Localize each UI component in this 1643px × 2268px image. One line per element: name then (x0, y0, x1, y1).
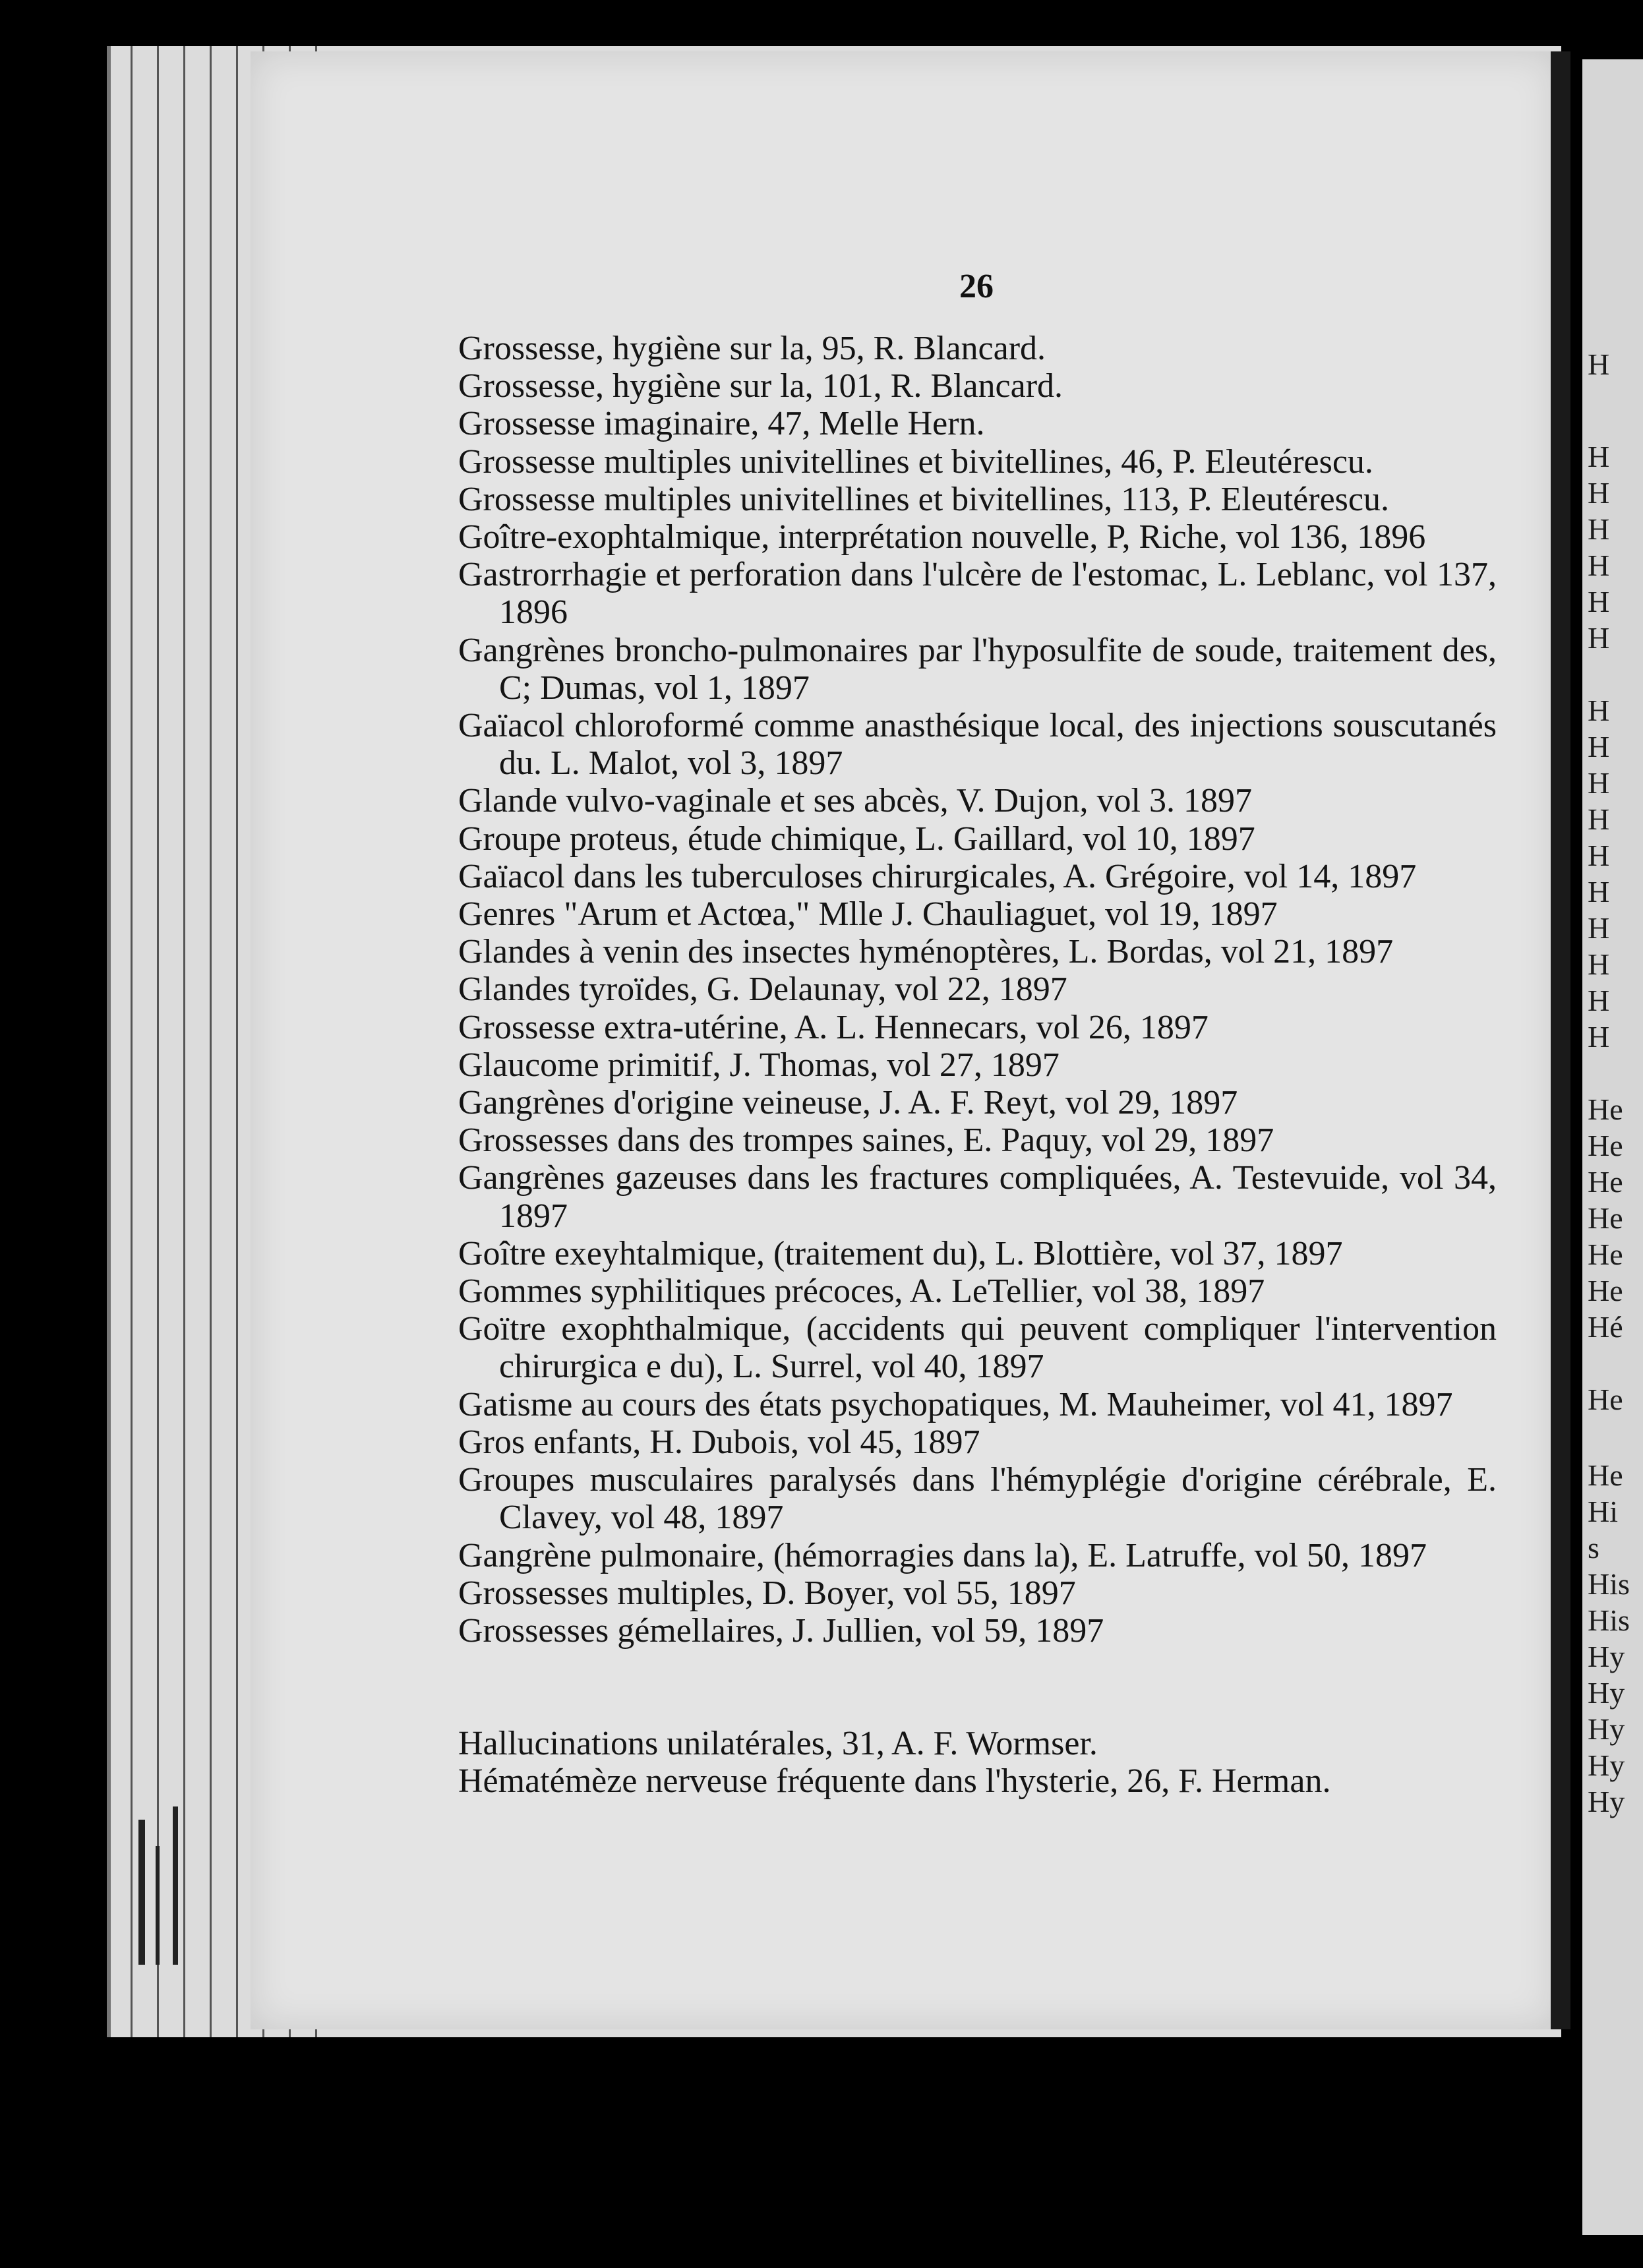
facing-page-letter: H (1588, 802, 1610, 836)
entries-g-section (458, 330, 1497, 1650)
facing-page-letter: Hy (1588, 1748, 1625, 1782)
facing-page-letter: H (1588, 730, 1610, 763)
stack-edge-line (183, 46, 185, 2037)
scan-artifact-mark (138, 1820, 145, 1965)
index-entry: Gangrènes gazeuses dans les fractures compliquées, A. Testevuide, vol 34, 1897 (458, 1159, 1497, 1235)
facing-page-letter: H (1588, 549, 1610, 582)
facing-page-fragment (1582, 59, 1643, 2235)
index-entry: Grossesse, hygiène sur la, 101, R. Blancard. (458, 367, 1063, 405)
index-entry: Grossesse extra-utérine, A. L. Hennecars, vol 26, 1897 (458, 1008, 1209, 1046)
index-entry: Gommes syphilitiques précoces, A. LeTellier, vol 38, 1897 (458, 1272, 1265, 1311)
index-entry: Glaucome primitif, J. Thomas, vol 27, 1897 (458, 1046, 1060, 1084)
stack-edge-line (157, 46, 159, 2037)
facing-page-letter: H (1588, 766, 1610, 800)
index-entry: Goïtre exophthalmique, (accidents qui peuvent compliquer l'intervention chirurgica e du), L. Surrel, vol 40, 1897 (458, 1310, 1497, 1386)
facing-page-letter: H (1588, 512, 1610, 546)
index-entry: Gangrènes broncho-pulmonaires par l'hyposulfite de soude, traitement des, C; Dumas, vol 1, 1897 (458, 631, 1497, 707)
section-gap (458, 1650, 1497, 1725)
facing-page-letter: He (1588, 1458, 1623, 1492)
page-gutter-shadow (1551, 51, 1570, 2029)
index-entry: Glandes tyroïdes, G. Delaunay, vol 22, 1897 (458, 970, 1067, 1009)
facing-page-letter: s (1588, 1531, 1599, 1565)
facing-page-letter: He (1588, 1129, 1623, 1162)
facing-page-letter: H (1588, 1020, 1610, 1054)
index-entry: Gaïacol dans les tuberculoses chirurgicales, A. Grégoire, vol 14, 1897 (458, 857, 1417, 895)
facing-page-letter: He (1588, 1274, 1623, 1307)
facing-page-letter: H (1588, 476, 1610, 510)
facing-page-letter: Hy (1588, 1676, 1625, 1710)
facing-page-letter: He (1588, 1383, 1623, 1416)
index-entry: Glandes à venin des insectes hyménoptères, L. Bordas, vol 21, 1897 (458, 933, 1394, 971)
index-entry: Gaïacol chloroformé comme anasthésique local, des injections souscutanés du. L. Malot, vol 3, 1897 (458, 707, 1497, 783)
index-entry: Grossesses dans des trompes saines, E. Paquy, vol 29, 1897 (458, 1121, 1274, 1160)
facing-page-letter: H (1588, 839, 1610, 872)
index-entry: Genres "Arum et Actœa," Mlle J. Chauliaguet, vol 19, 1897 (458, 895, 1278, 934)
page-number: 26 (959, 268, 994, 305)
index-entries (458, 330, 1497, 1801)
index-entry: Gangrènes d'origine veineuse, J. A. F. Reyt, vol 29, 1897 (458, 1084, 1238, 1122)
facing-page-letter: H (1588, 947, 1610, 981)
index-entry: Grossesse, hygiène sur la, 95, R. Blancard. (458, 330, 1046, 367)
index-entry: Gros enfants, H. Dubois, vol 45, 1897 (458, 1423, 980, 1461)
index-entry: Gatisme au cours des états psychopatiques, M. Mauheimer, vol 41, 1897 (458, 1385, 1453, 1423)
stack-edge-line (131, 46, 133, 2037)
index-entry: Goître-exophtalmique, interprétation nouvelle, P, Riche, vol 136, 1896 (458, 518, 1426, 556)
facing-page-letter: H (1588, 984, 1610, 1017)
index-entry: Hallucinations unilatérales, 31, A. F. Wormser. (458, 1725, 1098, 1763)
facing-page-letter: He (1588, 1238, 1623, 1271)
index-entry: Grossesse multiples univitellines et bivitellines, 46, P. Eleutérescu. (458, 442, 1373, 481)
index-entry: Grossesses multiples, D. Boyer, vol 55, 1897 (458, 1574, 1076, 1612)
facing-page-letter: Hé (1588, 1310, 1623, 1344)
index-entry: Gangrène pulmonaire, (hémorragies dans la), E. Latruffe, vol 50, 1897 (458, 1536, 1427, 1574)
index-entry: Hématémèze nerveuse fréquente dans l'hysterie, 26, F. Herman. (458, 1762, 1331, 1801)
index-entry: Goître exeyhtalmique, (traitement du), L. Blottière, vol 37, 1897 (458, 1234, 1343, 1272)
scan-artifact-mark (156, 1846, 160, 1965)
facing-page-letter: H (1588, 875, 1610, 909)
facing-page-letter: H (1588, 440, 1610, 473)
facing-page-letter: H (1588, 621, 1610, 655)
scan-artifact-mark (173, 1806, 178, 1965)
facing-page-letter: His (1588, 1603, 1630, 1637)
facing-page-letter: H (1588, 694, 1610, 727)
facing-page-letter: He (1588, 1201, 1623, 1235)
facing-page-letter: Hy (1588, 1785, 1625, 1818)
facing-page-letter: He (1588, 1165, 1623, 1199)
facing-page-letter: He (1588, 1092, 1623, 1126)
index-entry: Grossesse multiples univitellines et bivitellines, 113, P. Eleutérescu. (458, 480, 1389, 518)
facing-page-letter: His (1588, 1567, 1630, 1601)
index-entry: Grossesse imaginaire, 47, Melle Hern. (458, 405, 985, 443)
index-entry: Groupes musculaires paralysés dans l'hémyplégie d'origine cérébrale, E. Clavey, vol 48, 1897 (458, 1461, 1497, 1537)
index-entry: Groupe proteus, étude chimique, L. Gaillard, vol 10, 1897 (458, 820, 1255, 858)
facing-page-letter: H (1588, 347, 1610, 381)
entries-h-section (458, 1725, 1497, 1800)
facing-page-letter: Hy (1588, 1712, 1625, 1746)
facing-page-letter: H (1588, 585, 1610, 618)
stack-edge-line (236, 46, 238, 2037)
index-entry: Gastrorrhagie et perforation dans l'ulcère de l'estomac, L. Leblanc, vol 137, 1896 (458, 556, 1497, 632)
index-entry: Grossesses gémellaires, J. Jullien, vol 59, 1897 (458, 1611, 1104, 1650)
facing-page-letter: Hy (1588, 1640, 1625, 1673)
stack-edge-line (210, 46, 212, 2037)
index-entry: Glande vulvo-vaginale et ses abcès, V. Dujon, vol 3. 1897 (458, 782, 1252, 820)
facing-page-letter: Hi (1588, 1495, 1618, 1528)
facing-page-letter: H (1588, 911, 1610, 945)
